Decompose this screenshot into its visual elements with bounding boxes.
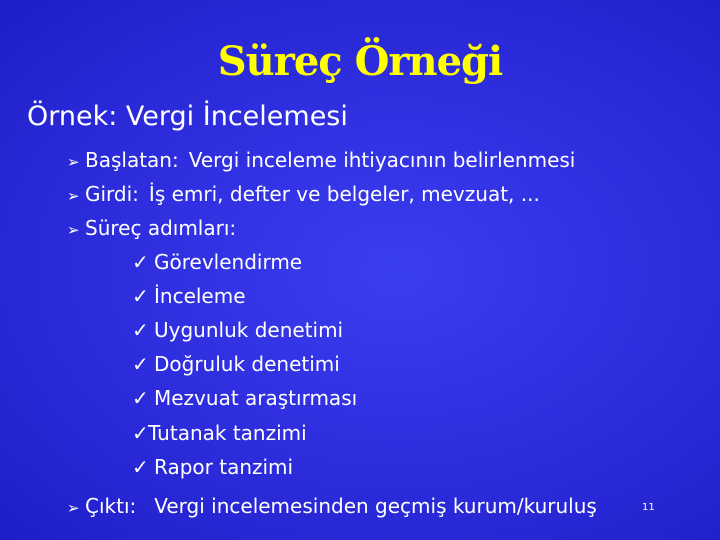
step-text: İnceleme	[154, 284, 246, 308]
check-icon: ✓	[132, 386, 149, 410]
check-icon: ✓	[132, 352, 149, 376]
bullet-text: Vergi incelemesinden geçmiş kurum/kuruluş	[154, 494, 597, 518]
step-text: Mezvuat araştırması	[154, 386, 358, 410]
slide-subtitle: Örnek: Vergi İncelemesi	[27, 101, 348, 132]
bullet-label: Çıktı:	[85, 494, 137, 518]
bullet-initiator	[67, 148, 575, 172]
step-item	[132, 421, 307, 445]
step-item	[132, 284, 246, 308]
bullet-label: Başlatan:	[85, 148, 179, 172]
check-icon: ✓	[132, 250, 149, 274]
bullet-output	[67, 494, 597, 518]
bullet-label: Süreç adımları:	[85, 216, 237, 240]
step-item	[132, 352, 340, 376]
page-number: 11	[642, 502, 655, 513]
step-text: Görevlendirme	[154, 250, 303, 274]
check-icon: ✓	[132, 318, 149, 342]
step-text: Doğruluk denetimi	[154, 352, 340, 376]
bullet-label: Girdi:	[85, 182, 139, 206]
arrow-bullet-icon: ➢	[67, 187, 80, 205]
bullet-process-steps	[67, 216, 236, 240]
step-text: Uygunluk denetimi	[154, 318, 344, 342]
check-icon: ✓	[132, 421, 149, 445]
step-item	[132, 250, 302, 274]
bullet-input	[67, 182, 540, 206]
step-item	[132, 386, 357, 410]
slide-title: Süreç Örneği	[217, 38, 503, 85]
step-text: Rapor tanzimi	[154, 455, 294, 479]
step-text: Tutanak tanzimi	[148, 421, 307, 445]
bullet-text: İş emri, defter ve belgeler, mevzuat, ...	[148, 182, 540, 206]
arrow-bullet-icon: ➢	[67, 499, 80, 517]
check-icon: ✓	[132, 284, 149, 308]
arrow-bullet-icon: ➢	[67, 221, 80, 239]
bullet-text: Vergi inceleme ihtiyacının belirlenmesi	[188, 148, 576, 172]
step-item	[132, 455, 293, 479]
arrow-bullet-icon: ➢	[67, 153, 80, 171]
check-icon: ✓	[132, 455, 149, 479]
step-item	[132, 318, 343, 342]
